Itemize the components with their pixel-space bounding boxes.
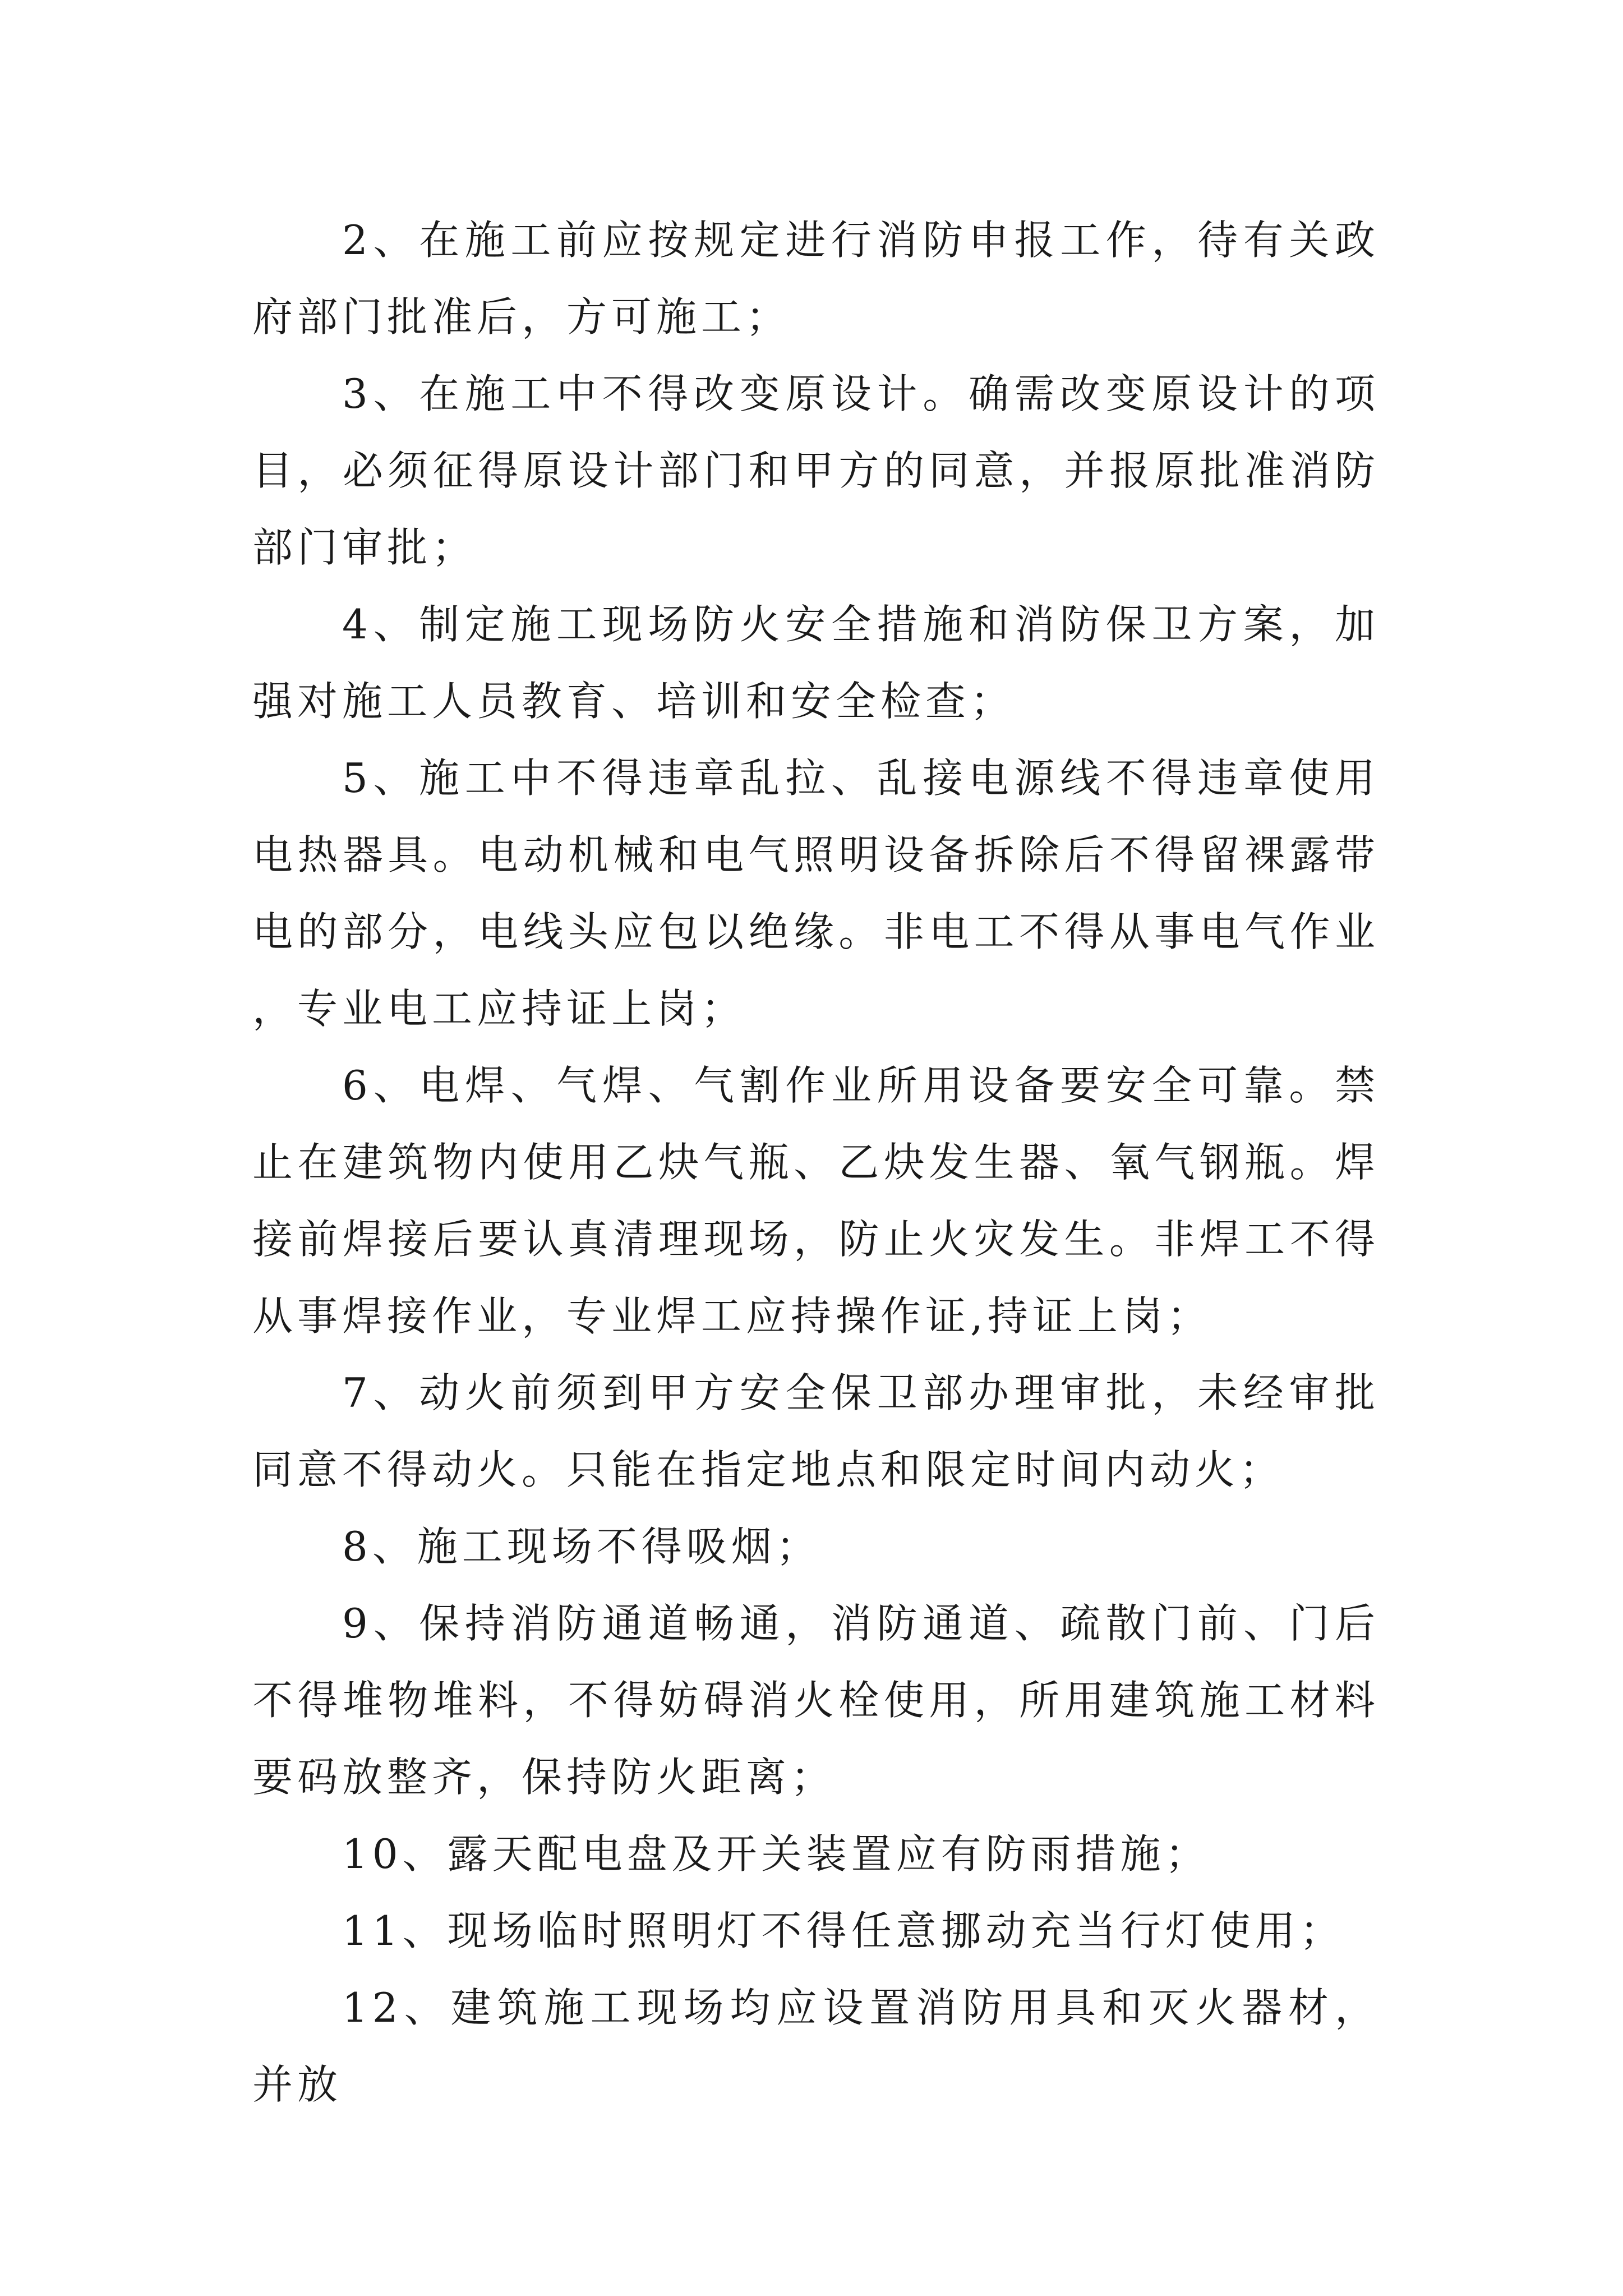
paragraph-item-5: 5、施工中不得违章乱拉、乱接电源线不得违章使用电热器具。电动机械和电气照明设备拆除后不得留裸露带电的部分，电线头应包以绝缘。非电工不得从事电气作业，专业电工应持证上岗；: [252, 754, 1380, 1032]
document-body: [252, 202, 1380, 2123]
paragraph-item-12: 12、建筑施工现场均应设置消防用具和灭火器材，并放: [252, 1984, 1380, 2108]
paragraph-item-10: 10、露天配电盘及开关装置应有防雨措施；: [342, 1830, 1210, 1878]
paragraph-item-2: 2、在施工前应按规定进行消防申报工作，待有关政府部门批准后，方可施工；: [252, 217, 1380, 341]
paragraph-item-3: 3、在施工中不得改变原设计。确需改变原设计的项目，必须征得原设计部门和甲方的同意，并报原批准消防部门审批；: [252, 370, 1380, 571]
paragraph-item-4: 4、制定施工现场防火安全措施和消防保卫方案，加强对施工人员教育、培训和安全检查；: [252, 601, 1380, 725]
paragraph-item-9: 9、保持消防通道畅通，消防通道、疏散门前、门后不得堆物堆料，不得妨碍消火栓使用，所用建筑施工材料要码放整齐，保持防火距离；: [252, 1600, 1380, 1801]
paragraph-item-11: 11、现场临时照明灯不得任意挪动充当行灯使用；: [342, 1907, 1345, 1954]
paragraph-item-8: 8、施工现场不得吸烟；: [342, 1523, 821, 1570]
paragraph-item-6: 6、电焊、气焊、气割作业所用设备要安全可靠。禁止在建筑物内使用乙炔气瓶、乙炔发生器、氧气钢瓶。焊接前焊接后要认真清理现场，防止火灾发生。非焊工不得从事焊接作业，专业焊工应持操作证,持证上岗；: [252, 1062, 1380, 1340]
paragraph-item-7: 7、动火前须到甲方安全保卫部办理审批，未经审批同意不得动火。只能在指定地点和限定时间内动火；: [252, 1369, 1380, 1493]
